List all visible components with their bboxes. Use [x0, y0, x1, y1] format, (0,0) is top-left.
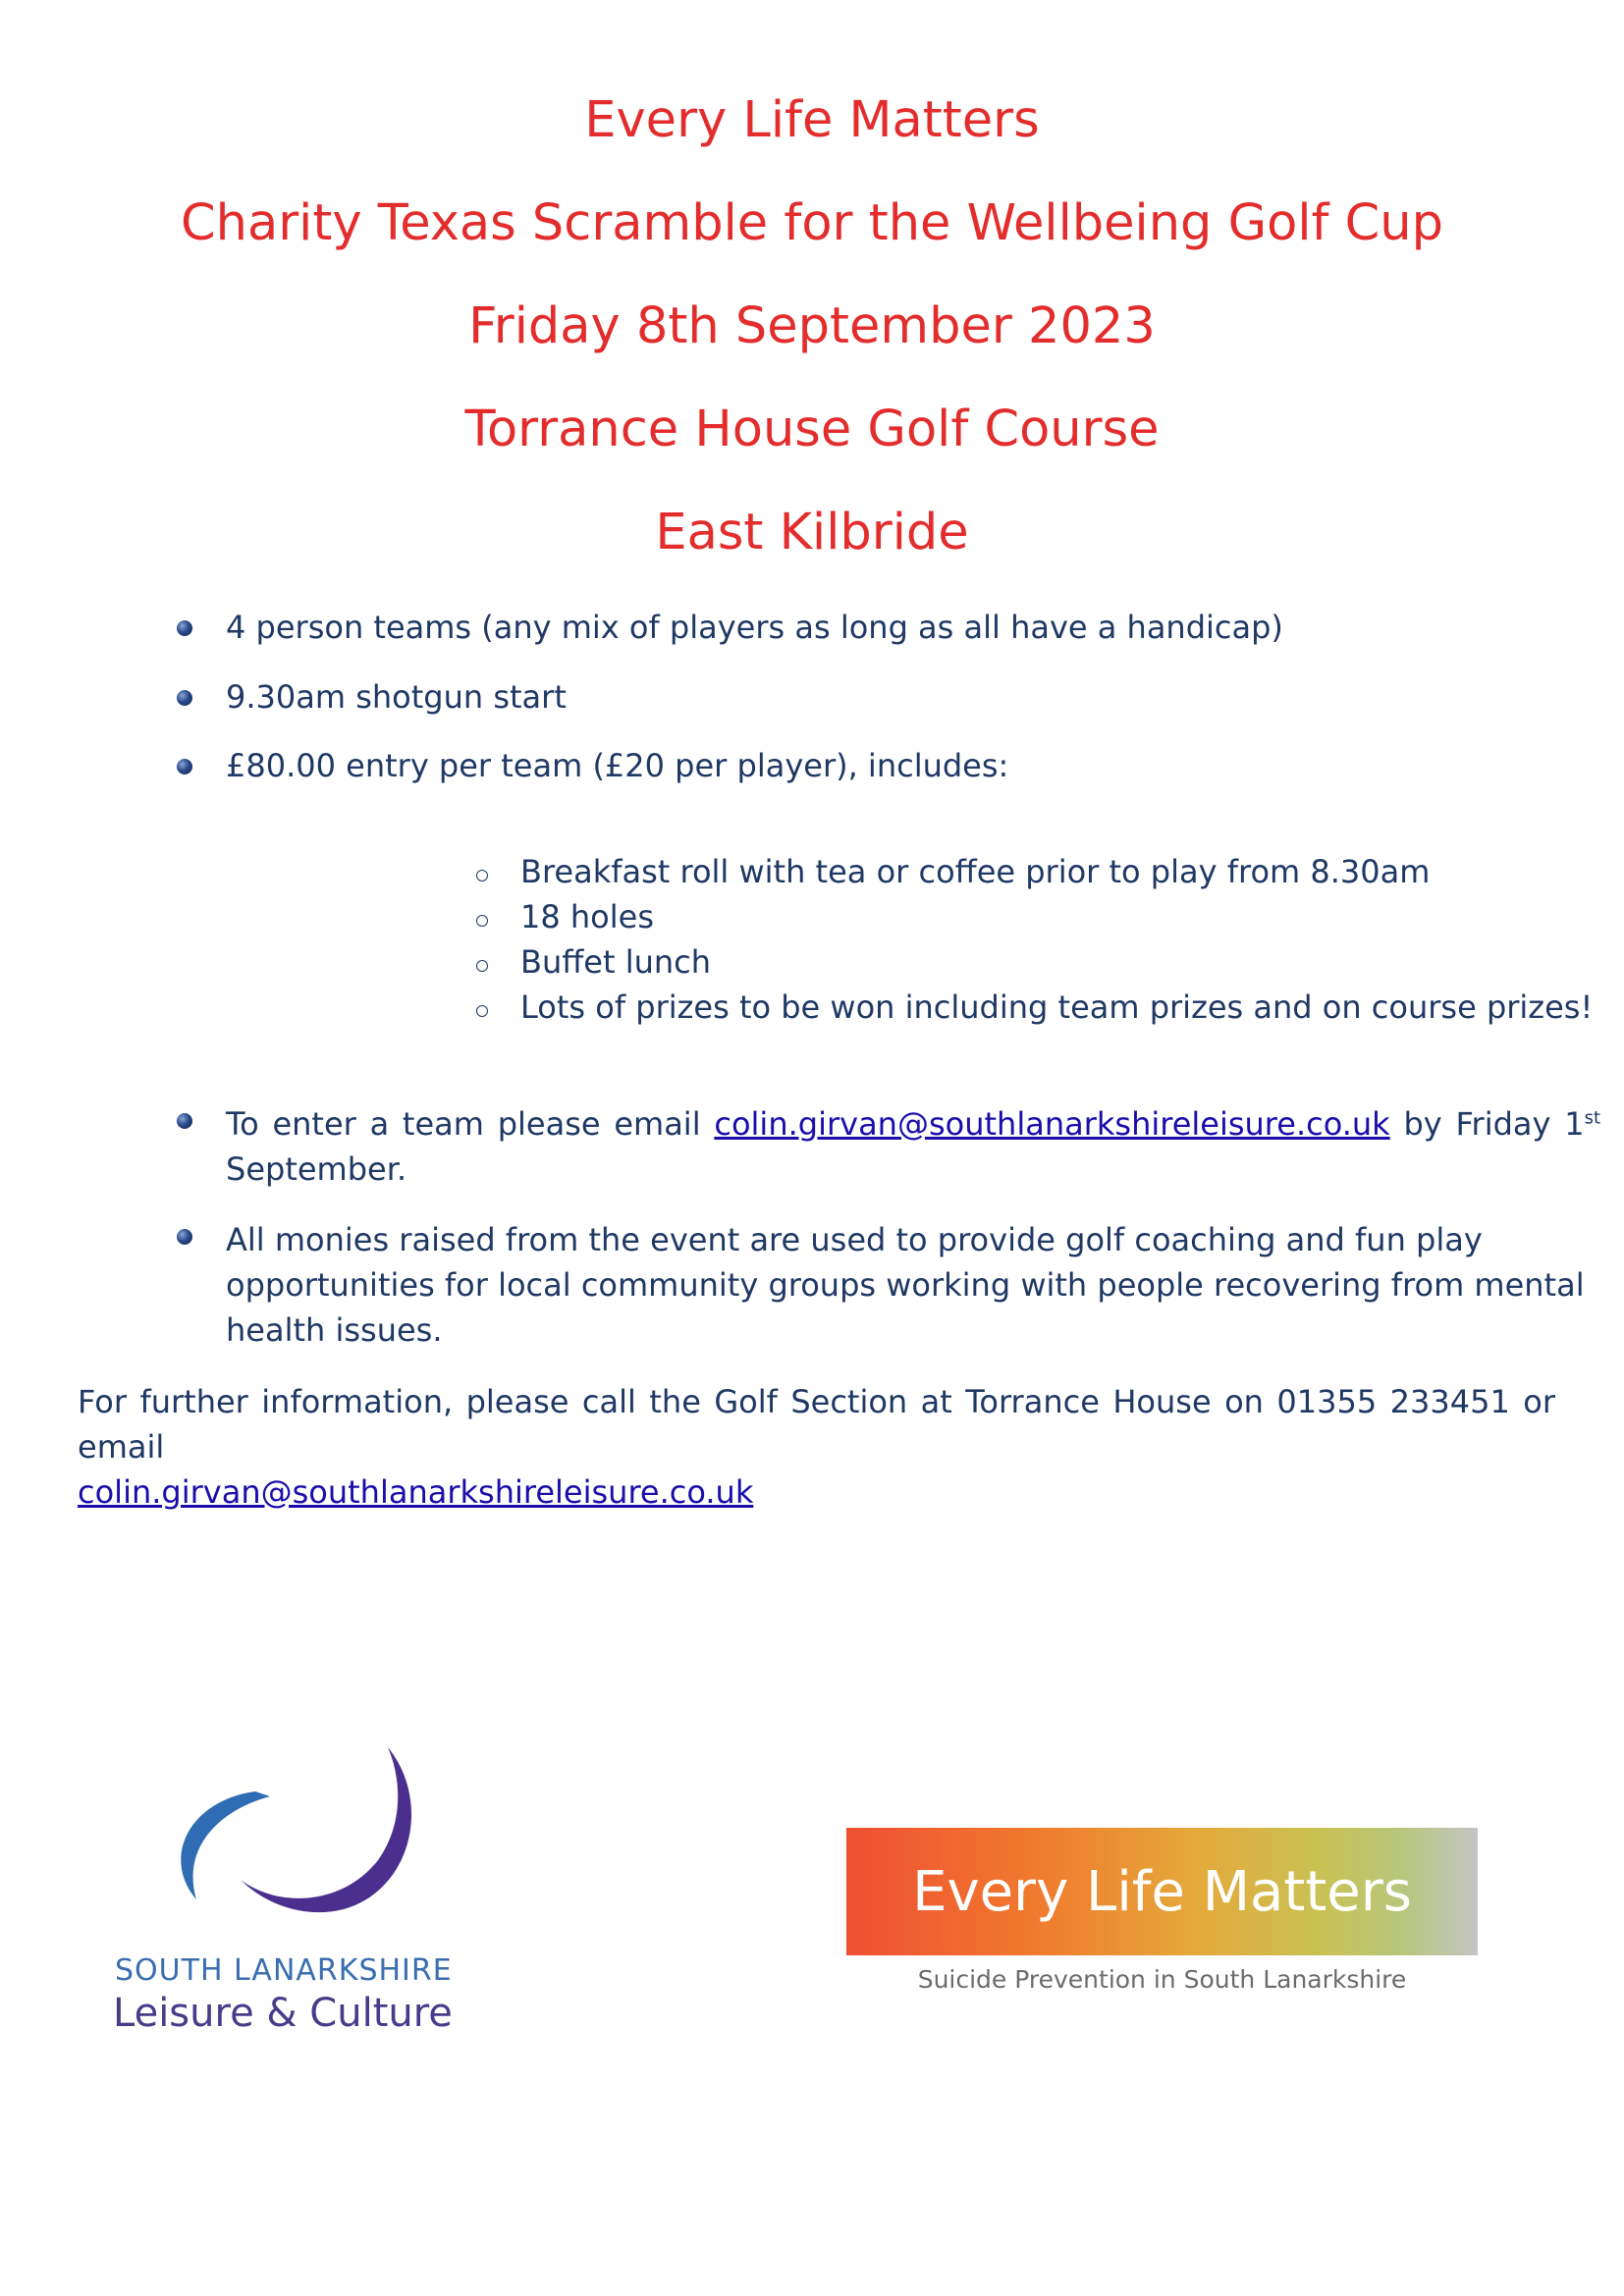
circle-bullet-icon: [476, 915, 488, 927]
further-information: [78, 1379, 1555, 1515]
include-item-text: 18 holes: [520, 898, 654, 935]
circle-bullet-icon: [476, 960, 488, 972]
bullet-enter: [177, 1101, 1600, 1192]
elm-banner-text: Every Life Matters: [912, 1859, 1412, 1924]
further-info-text: For further information, please call the Golf Section at Torrance House on 01355 233451 or email: [78, 1383, 1555, 1466]
enter-suffix: by Friday 1: [1403, 1105, 1585, 1143]
bullet-entry-text: £80.00 entry per team (£20 per player), includes:: [226, 747, 1009, 784]
bullet-dot-icon: [177, 690, 192, 706]
further-email-link[interactable]: colin.girvan@southlanarkshireleisure.co.uk: [78, 1473, 754, 1511]
slc-line2: Leisure & Culture: [113, 1991, 453, 2036]
bullet-entry: [177, 747, 1008, 784]
elm-tagline: Suicide Prevention in South Lanarkshire: [917, 1965, 1407, 1994]
bullet-dot-icon: [177, 759, 192, 774]
elm-banner: [846, 1828, 1478, 1955]
title-location: East Kilbride: [655, 504, 969, 561]
enter-suffix-post: September.: [226, 1150, 407, 1188]
bullet-enter-text: [226, 1101, 1600, 1192]
bullet-dot-icon: [177, 1113, 192, 1129]
bullet-teams-text: 4 person teams (any mix of players as long as all have a handicap): [226, 609, 1283, 646]
include-item: [471, 939, 1593, 985]
circle-bullet-icon: [476, 870, 488, 881]
enter-suffix-sup: st: [1584, 1107, 1601, 1129]
circle-bullet-icon: [476, 1005, 488, 1017]
bullet-monies-text: All monies raised from the event are used to provide golf coaching and fun play opportunities for local community groups working with people recovering from mental health issues.: [226, 1221, 1585, 1349]
include-item-text: Lots of prizes to be won including team prizes and on course prizes!: [520, 988, 1594, 1026]
bullet-start: [177, 678, 567, 716]
title-every-life-matters: Every Life Matters: [584, 91, 1040, 149]
event-titles: [0, 69, 1624, 584]
title-charity-scramble: Charity Texas Scramble for the Wellbeing Golf Cup: [181, 194, 1443, 252]
title-date: Friday 8th September 2023: [468, 297, 1156, 355]
bullet-start-text: 9.30am shotgun start: [226, 678, 567, 716]
bullet-dot-icon: [177, 1229, 192, 1245]
enter-prefix: To enter a team please email: [226, 1105, 701, 1143]
title-venue: Torrance House Golf Course: [464, 400, 1160, 458]
enter-email-link[interactable]: colin.girvan@southlanarkshireleisure.co.uk: [714, 1105, 1390, 1143]
include-item: [471, 985, 1593, 1030]
include-item: [471, 849, 1593, 894]
include-item: [471, 894, 1593, 939]
bullet-dot-icon: [177, 620, 192, 636]
includes-list: [471, 849, 1593, 1030]
bullet-monies: [177, 1217, 1600, 1353]
include-item-text: Breakfast roll with tea or coffee prior to play from 8.30am: [520, 853, 1431, 890]
include-item-text: Buffet lunch: [520, 943, 712, 981]
slc-line1: SOUTH LANARKSHIRE: [115, 1953, 453, 1988]
bullet-teams: [177, 609, 1283, 646]
